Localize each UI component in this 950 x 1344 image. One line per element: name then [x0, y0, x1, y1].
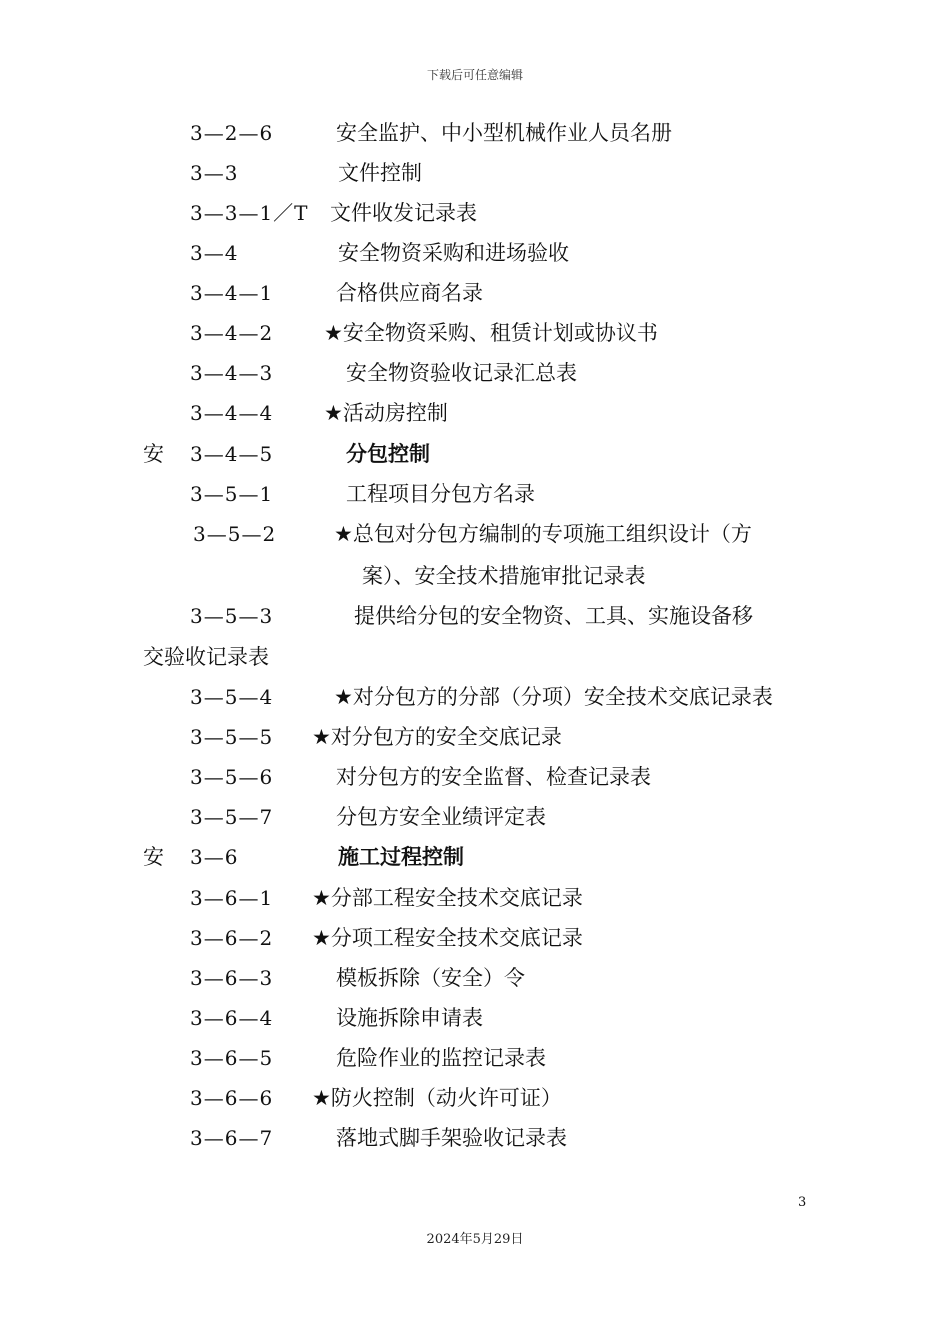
entry-title: 模板拆除（安全）令	[336, 966, 525, 990]
page-number: 3	[798, 1195, 807, 1210]
entry-code: 3—4—1	[190, 281, 274, 305]
entry-code: 3—5—5	[190, 725, 274, 749]
entry-code: 3—5—6	[190, 765, 274, 789]
entry-title-continuation: 交验收记录表	[143, 645, 269, 669]
entry-title: 落地式脚手架验收记录表	[336, 1126, 567, 1150]
entry-title: 危险作业的监控记录表	[336, 1046, 546, 1070]
entry-code: 3—5—1	[190, 482, 274, 506]
entry-code: 3—4—2	[190, 321, 274, 345]
entry-code: 3—4—3	[190, 361, 274, 385]
entry-code: 3—5—2	[193, 522, 277, 546]
entry-title: 分包方安全业绩评定表	[336, 805, 546, 829]
section-prefix: 安	[143, 442, 164, 466]
entry-title: 对分包方的安全监督、检查记录表	[336, 765, 651, 789]
entry-title: ★分项工程安全技术交底记录	[312, 926, 583, 950]
entry-code: 3—6—4	[190, 1006, 274, 1030]
entry-title: 文件控制	[338, 161, 422, 185]
entry-title: 文件收发记录表	[330, 201, 477, 225]
section-title: 施工过程控制	[338, 845, 464, 869]
entry-title: 合格供应商名录	[336, 281, 483, 305]
entry-code: 3—5—4	[190, 685, 274, 709]
entry-title: ★分部工程安全技术交底记录	[312, 886, 583, 910]
entry-title: 设施拆除申请表	[336, 1006, 483, 1030]
entry-code: 3—4—5	[190, 442, 274, 466]
entry-title: 安全物资采购和进场验收	[338, 241, 569, 265]
entry-code: 3—6	[190, 845, 239, 869]
entry-code: 3—6—2	[190, 926, 274, 950]
entry-title: ★防火控制（动火许可证）	[312, 1086, 562, 1110]
section-title: 分包控制	[346, 442, 430, 466]
entry-code: 3—4—4	[190, 401, 274, 425]
entry-code: 3—6—6	[190, 1086, 274, 1110]
entry-title: 安全监护、中小型机械作业人员名册	[336, 121, 672, 145]
entry-code: 3—6—3	[190, 966, 274, 990]
entry-code: 3—6—5	[190, 1046, 274, 1070]
entry-code: 3—3—1／T	[190, 201, 309, 225]
entry-code: 3—6—7	[190, 1126, 274, 1150]
entry-code: 3—5—3	[190, 604, 274, 628]
entry-title: ★活动房控制	[324, 401, 448, 425]
entry-title-continuation: 案）、安全技术措施审批记录表	[362, 564, 646, 588]
entry-title: 安全物资验收记录汇总表	[346, 361, 577, 385]
entry-title: ★对分包方的分部（分项）安全技术交底记录表	[334, 685, 773, 709]
entry-title: ★对分包方的安全交底记录	[312, 725, 562, 749]
page-header: 下载后可任意编辑	[426, 68, 523, 82]
entry-code: 3—2—6	[190, 121, 274, 145]
entry-code: 3—6—1	[190, 886, 274, 910]
entry-title: 提供给分包的安全物资、工具、实施设备移	[354, 604, 753, 628]
entry-code: 3—3	[190, 161, 239, 185]
entry-code: 3—4	[190, 241, 239, 265]
page-footer-date: 2024年5月29日	[426, 1232, 524, 1247]
entry-code: 3—5—7	[190, 805, 274, 829]
entry-title: 工程项目分包方名录	[346, 482, 535, 506]
section-prefix: 安	[143, 845, 164, 869]
entry-title: ★总包对分包方编制的专项施工组织设计（方	[334, 522, 752, 546]
entry-title: ★安全物资采购、租赁计划或协议书	[324, 321, 658, 345]
